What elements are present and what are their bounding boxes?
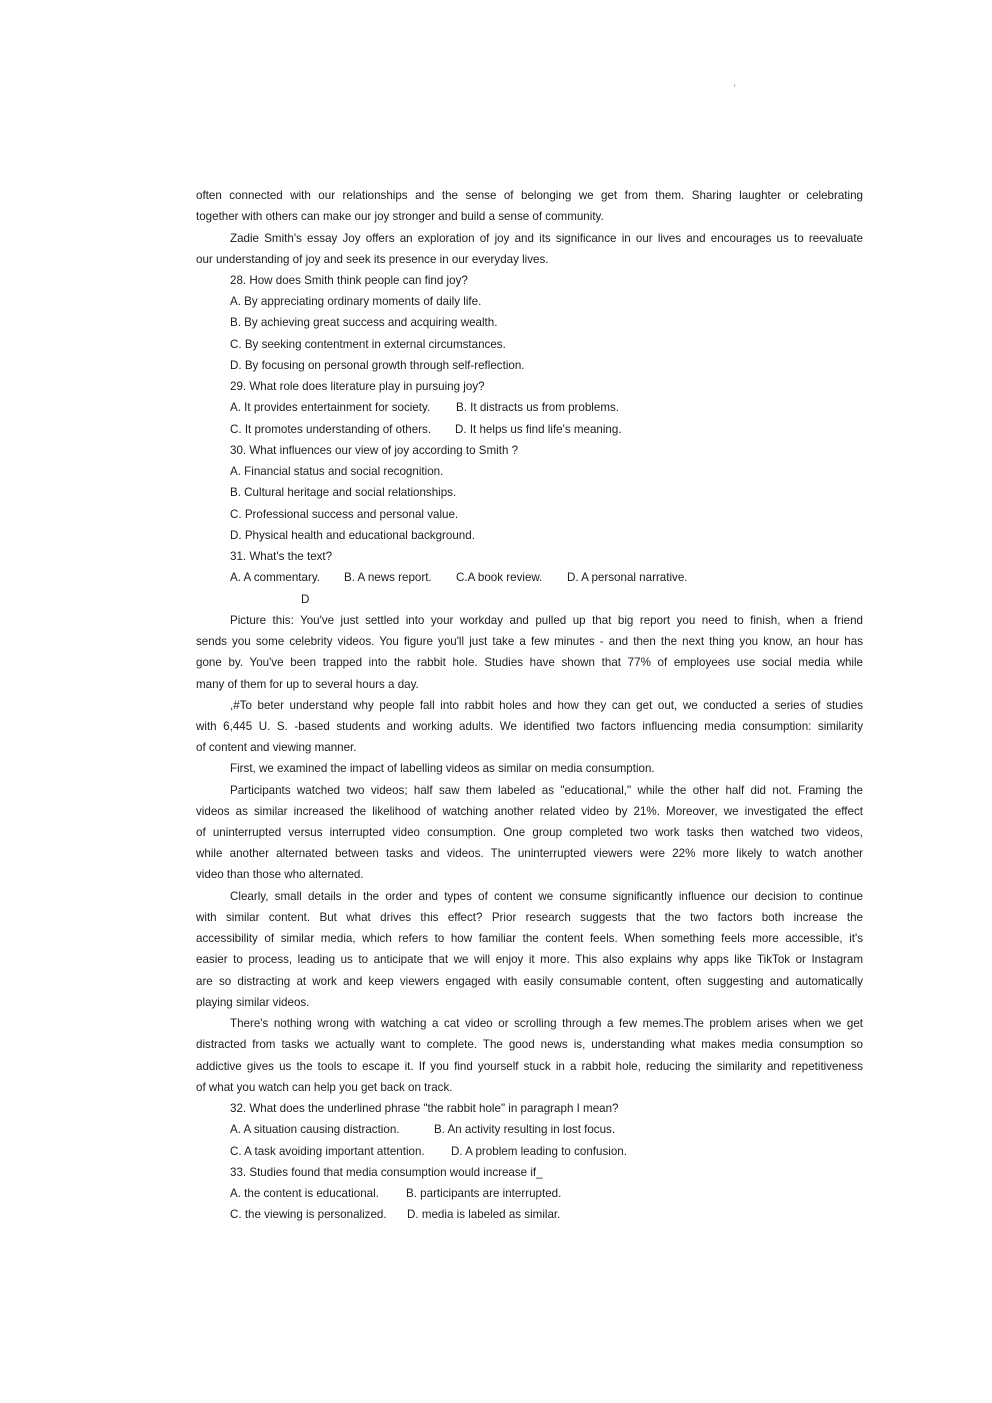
passage-d-line: many of them for up to several hours a day. xyxy=(196,678,419,691)
passage-d-line: of what you watch can help you get back on track. xyxy=(196,1081,453,1094)
passage-d-line: Participants watched two videos; half saw them labeled as "educational," while the other half did not. Framing the xyxy=(230,784,863,797)
passage-d-line: gone by. You've been trapped into the rabbit hole. Studies have shown that 77% of employees use social media while xyxy=(196,656,863,669)
passage-d-line: are so distracting at work and keep viewers engaged with easily consumable content, often suggesting and automatically xyxy=(196,975,863,988)
passage-d-line: while another alternated between tasks and videos. The uninterrupted viewers were 22% more likely to watch another xyxy=(196,847,863,860)
q32-option-d: D. A problem leading to confusion. xyxy=(451,1145,627,1158)
question-31-stem: 31. What's the text? xyxy=(230,550,333,563)
q32-option-b: B. An activity resulting in lost focus. xyxy=(434,1123,616,1136)
passage-d-line: with similar content. But what drives this effect? Prior research suggests that the two factors both increase the xyxy=(196,911,863,924)
q33-option-d: D. media is labeled as similar. xyxy=(407,1208,561,1221)
q32-option-c: C. A task avoiding important attention. xyxy=(230,1145,425,1158)
passage-d-line: distracted from tasks we actually want to complete. The good news is, understanding what makes media consumption so xyxy=(196,1038,863,1051)
q30-option-c: C. Professional success and personal value. xyxy=(230,508,459,521)
q30-option-d: D. Physical health and educational background. xyxy=(230,529,475,542)
passage-d-line: addictive gives us the tools to escape it. If you find yourself stuck in a rabbit hole, reducing the similarity and repetitiveness xyxy=(196,1060,863,1073)
passage-c-line: our understanding of joy and seek its presence in our everyday lives. xyxy=(196,253,549,266)
passage-d-line: of content and viewing manner. xyxy=(196,741,357,754)
q33-option-a: A. the content is educational. xyxy=(230,1187,379,1200)
passage-d-line: video than those who alternated. xyxy=(196,868,364,881)
q29-option-a: A. It provides entertainment for society. xyxy=(230,401,431,414)
question-29-stem: 29. What role does literature play in pursuing joy? xyxy=(230,380,485,393)
scan-speck xyxy=(734,84,735,87)
q31-option-c: C.A book review. xyxy=(456,571,543,584)
passage-d-line: easier to process, leading us to anticipate that we will enjoy it more. This also explains why apps like TikTok or Instagram xyxy=(196,953,863,966)
passage-c-line: Zadie Smith's essay Joy offers an exploration of joy and its significance in our lives and encourages us to reevaluate xyxy=(230,232,863,245)
q28-option-a: A. By appreciating ordinary moments of daily life. xyxy=(230,295,482,308)
q31-option-b: B. A news report. xyxy=(344,571,432,584)
question-32-stem: 32. What does the underlined phrase "the rabbit hole" in paragraph I mean? xyxy=(230,1102,619,1115)
q31-option-a: A. A commentary. xyxy=(230,571,320,584)
passage-c-line: together with others can make our joy stronger and build a sense of community. xyxy=(196,210,604,223)
passage-d-line: First, we examined the impact of labelling videos as similar on media consumption. xyxy=(230,762,655,775)
question-28-stem: 28. How does Smith think people can find joy? xyxy=(230,274,468,287)
passage-d-line: Picture this: You've just settled into your workday and pulled up that big report you need to finish, when a friend xyxy=(230,614,863,627)
q30-option-b: B. Cultural heritage and social relationships. xyxy=(230,486,457,499)
q30-option-a: A. Financial status and social recognition. xyxy=(230,465,444,478)
question-33-stem: 33. Studies found that media consumption would increase if_ xyxy=(230,1166,543,1179)
passage-c-line: often connected with our relationships and the sense of belonging we get from them. Sharing laughter or celebrating xyxy=(196,189,863,202)
section-d-heading: D xyxy=(301,593,310,606)
passage-d-line: Clearly, small details in the order and types of content we consume significantly influence our decision to continue xyxy=(230,890,863,903)
q29-option-c: C. It promotes understanding of others. xyxy=(230,423,432,436)
passage-d-line: videos as similar increased the likelihood of watching another related video by 21%. Moreover, we investigated the effect xyxy=(196,805,863,818)
q29-option-b: B. It distracts us from problems. xyxy=(456,401,620,414)
passage-d-line: There's nothing wrong with watching a cat video or scrolling through a few memes.The problem arises when we get xyxy=(230,1017,863,1030)
question-30-stem: 30. What influences our view of joy according to Smith ? xyxy=(230,444,519,457)
q31-option-d: D. A personal narrative. xyxy=(567,571,688,584)
q28-option-d: D. By focusing on personal growth through self-reflection. xyxy=(230,359,525,372)
passage-d-line: playing similar videos. xyxy=(196,996,310,1009)
passage-d-line: of uninterrupted versus interrupted video consumption. One group completed two work tasks then watched two videos, xyxy=(196,826,863,839)
q32-option-a: A. A situation causing distraction. xyxy=(230,1123,400,1136)
q33-option-c: C. the viewing is personalized. xyxy=(230,1208,387,1221)
passage-d-line: sends you some celebrity videos. You figure you'll just take a few minutes - and then the next thing you know, an hour has xyxy=(196,635,863,648)
passage-d-line: ,#To beter understand why people fall into rabbit holes and how they can get out, we conducted a series of studies xyxy=(230,699,863,712)
q28-option-c: C. By seeking contentment in external circumstances. xyxy=(230,338,506,351)
q29-option-d: D. It helps us find life's meaning. xyxy=(455,423,622,436)
q28-option-b: B. By achieving great success and acquiring wealth. xyxy=(230,316,498,329)
passage-d-line: with 6,445 U. S. -based students and working adults. We identified two factors influencing media consumption: similarity xyxy=(196,720,863,733)
passage-d-line: accessibility of similar media, which refers to how familiar the content feels. When something feels more accessible, it's xyxy=(196,932,863,945)
q33-option-b: B. participants are interrupted. xyxy=(406,1187,562,1200)
